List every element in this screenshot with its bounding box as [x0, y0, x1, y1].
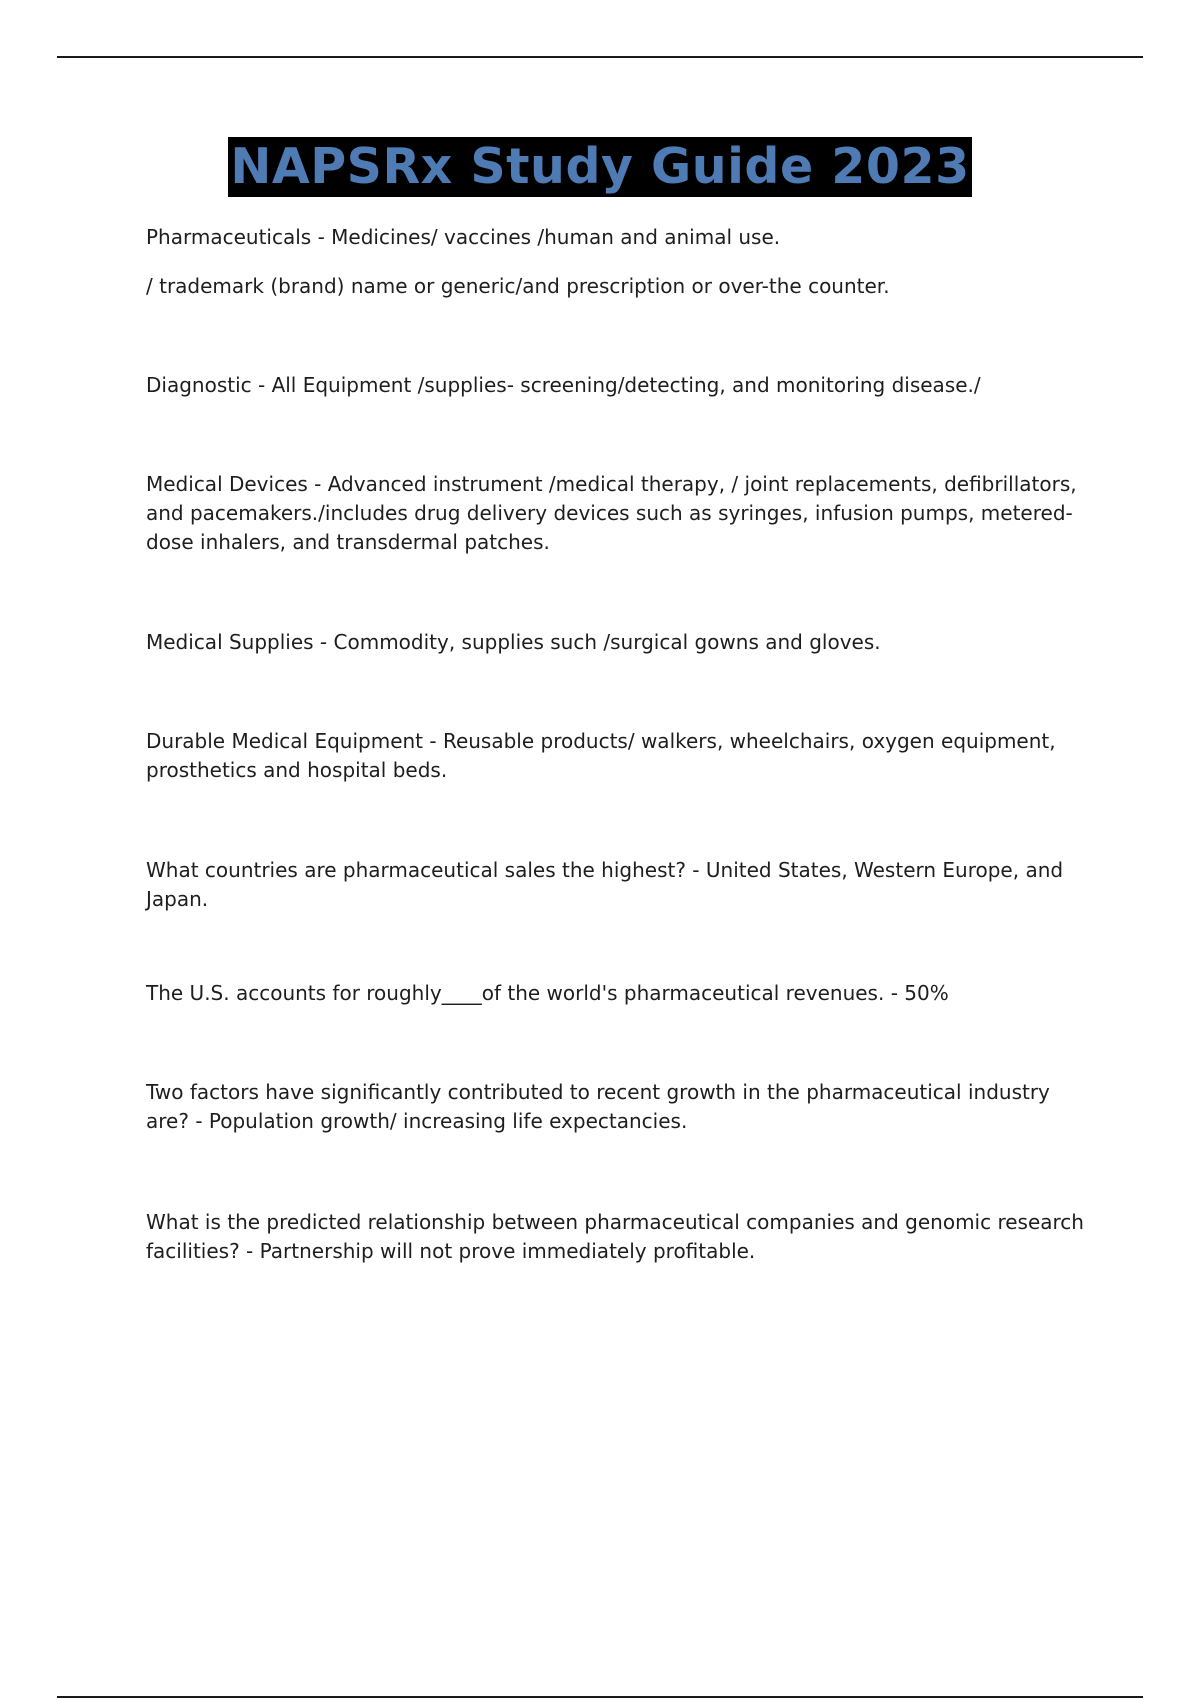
top-rule: [57, 56, 1143, 58]
entry-medical-devices: Medical Devices - Advanced instrument /medical therapy, / joint replacements, defibrillators, and pacemakers./includes drug delivery devices such as syringes, infusion pumps, metered-dose inhalers, and transdermal patches.: [146, 472, 1077, 554]
title-container: [0, 137, 1200, 197]
entry-genomic-research: What is the predicted relationship between pharmaceutical companies and genomic research facilities? - Partnership will not prove immediately profitable.: [146, 1210, 1084, 1263]
entry-pharma-sales-countries: What countries are pharmaceutical sales the highest? - United States, Western Europe, and Japan.: [146, 858, 1064, 911]
entry-pharmaceuticals: Pharmaceuticals - Medicines/ vaccines /human and animal use.: [146, 225, 781, 249]
entry-durable-medical-equipment: Durable Medical Equipment - Reusable products/ walkers, wheelchairs, oxygen equipment, prosthetics and hospital beds.: [146, 729, 1056, 782]
bottom-rule: [57, 1696, 1143, 1698]
entry-medical-supplies: Medical Supplies - Commodity, supplies such /surgical gowns and gloves.: [146, 630, 881, 654]
page-title: NAPSRx Study Guide 2023: [230, 138, 970, 195]
entry-us-revenue-share: The U.S. accounts for roughly____of the world's pharmaceutical revenues. - 50%: [146, 981, 949, 1005]
entry-diagnostic: Diagnostic - All Equipment /supplies- screening/detecting, and monitoring disease./: [146, 373, 981, 397]
entry-growth-factors: Two factors have significantly contributed to recent growth in the pharmaceutical industry are? - Population growth/ increasing life expectancies.: [146, 1080, 1050, 1133]
entry-trademark: / trademark (brand) name or generic/and prescription or over-the counter.: [146, 274, 890, 298]
